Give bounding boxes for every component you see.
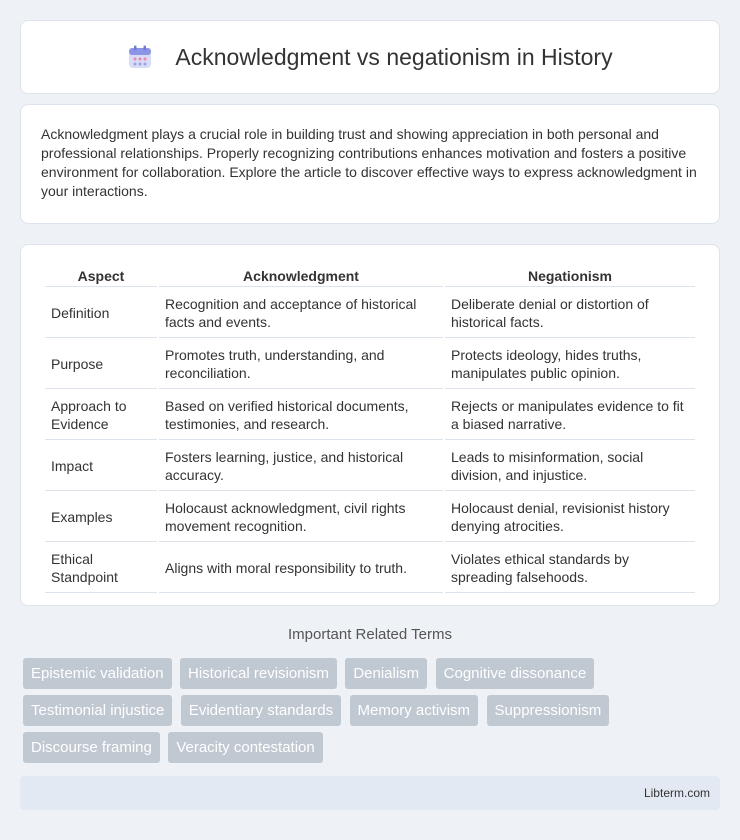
header-acknowledgment: Acknowledgment (159, 265, 443, 287)
cell-negationism: Violates ethical standards by spreading falsehoods. (445, 544, 695, 593)
cell-acknowledgment: Holocaust acknowledgment, civil rights movement recognition. (159, 493, 443, 542)
table-row (45, 340, 695, 389)
table-row (45, 442, 695, 491)
term-tag[interactable]: Evidentiary standards (181, 695, 341, 726)
table-header-row (45, 265, 695, 287)
page-title: Acknowledgment vs negationism in History (175, 43, 613, 70)
cell-aspect: Definition (45, 289, 157, 338)
intro-card (20, 104, 720, 224)
cell-negationism: Holocaust denial, revisionist history denying atrocities. (445, 493, 695, 542)
term-tag[interactable]: Veracity contestation (168, 732, 322, 763)
cell-negationism: Leads to misinformation, social division, and injustice. (445, 442, 695, 491)
cell-negationism: Rejects or manipulates evidence to fit a biased narrative. (445, 391, 695, 440)
comparison-table-card (20, 244, 720, 606)
calendar-icon (127, 44, 153, 70)
term-tag[interactable]: Suppressionism (487, 695, 610, 726)
cell-acknowledgment: Promotes truth, understanding, and reconciliation. (159, 340, 443, 389)
table-row (45, 544, 695, 593)
cell-acknowledgment: Recognition and acceptance of historical facts and events. (159, 289, 443, 338)
term-tag[interactable]: Cognitive dissonance (436, 658, 595, 689)
term-tag[interactable]: Epistemic validation (23, 658, 172, 689)
comparison-table (43, 263, 697, 595)
cell-acknowledgment: Based on verified historical documents, testimonies, and research. (159, 391, 443, 440)
term-tag[interactable]: Discourse framing (23, 732, 160, 763)
term-tag[interactable]: Historical revisionism (180, 658, 337, 689)
cell-aspect: Ethical Standpoint (45, 544, 157, 593)
cell-aspect: Impact (45, 442, 157, 491)
cell-acknowledgment: Fosters learning, justice, and historical accuracy. (159, 442, 443, 491)
intro-text: Acknowledgment plays a crucial role in building trust and showing appreciation in both personal and professional relationships. Properly recognizing contributions enhances motivation and fosters a positive environment for collaboration. Explore the article to discover effective ways to express acknowledgment in your interactions. (41, 126, 697, 199)
table-row (45, 289, 695, 338)
cell-aspect: Approach to Evidence (45, 391, 157, 440)
cell-aspect: Purpose (45, 340, 157, 389)
term-tag[interactable]: Denialism (345, 658, 427, 689)
table-row (45, 391, 695, 440)
cell-aspect: Examples (45, 493, 157, 542)
related-terms-title: Important Related Terms (288, 626, 452, 643)
term-tag[interactable]: Testimonial injustice (23, 695, 172, 726)
header-aspect: Aspect (45, 265, 157, 287)
table-row (45, 493, 695, 542)
cell-negationism: Protects ideology, hides truths, manipulates public opinion. (445, 340, 695, 389)
header-card (20, 20, 720, 94)
related-terms-list (23, 658, 723, 769)
footer-site-link[interactable]: Libterm.com (643, 786, 710, 800)
cell-acknowledgment: Aligns with moral responsibility to truth. (159, 544, 443, 593)
term-tag[interactable]: Memory activism (350, 695, 479, 726)
footer (20, 776, 720, 810)
cell-negationism: Deliberate denial or distortion of historical facts. (445, 289, 695, 338)
header-negationism: Negationism (445, 265, 695, 287)
